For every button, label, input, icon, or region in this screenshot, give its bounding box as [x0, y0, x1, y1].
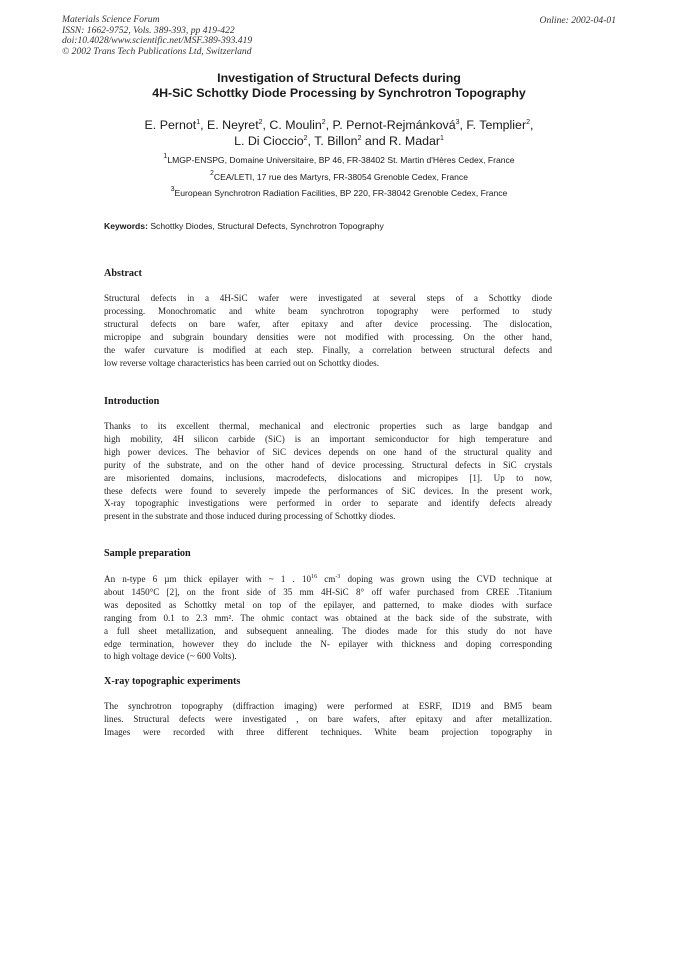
doi-line: doi:10.4028/www.scientific.net/MSF.389-393.419 — [62, 35, 253, 47]
xray-experiments-body — [104, 700, 552, 739]
author-name: , E. Neyret — [200, 118, 259, 132]
text-line: high power devices. The behavior of SiC devices depends on one hand of the structural quality and — [104, 446, 552, 457]
text-line: to high voltage device (~ 600 Volts). — [104, 651, 237, 662]
title-line-2: 4H-SiC Schottky Diode Processing by Synchrotron Topography — [152, 86, 526, 100]
text-fragment: doping was grown using the CVD technique at — [340, 574, 552, 584]
affiliation-3 — [60, 188, 618, 199]
text-line: the wafer curvature is modified at each step. Finally, a correlation between structural defects and — [104, 344, 552, 355]
text-line: structural defects on bare wafer, after epitaxy and after device processing. The dislocation, — [104, 318, 552, 329]
author-name: and R. Madar — [361, 134, 440, 148]
text-line: about 1450°C [2], on the front side of 35 mm 4H-SiC 8° off wafer purchased from CREE .Titanium — [104, 586, 552, 597]
issn-line: ISSN: 1662-9752, Vols. 389-393, pp 419-422 — [62, 24, 235, 36]
text-fragment: cm — [317, 574, 336, 584]
abstract-body — [104, 292, 552, 369]
keywords-label: Keywords: — [104, 221, 148, 231]
text-line: Structural defects in a 4H-SiC wafer were investigated at several steps of a Schottky diode — [104, 293, 552, 303]
affiliation-text: European Synchrotron Radiation Facilities, BP 220, FR-38042 Grenoble Cedex, France — [174, 188, 508, 198]
text-line: was deposited as Schottky metal on top of the epilayer, and patterned, to make diodes with surface — [104, 599, 552, 610]
keywords — [104, 221, 384, 231]
text-line: Thanks to its excellent thermal, mechanical and electronic properties such as large bandgap and — [104, 421, 552, 431]
text-line: present in the substrate and those induced during processing of Schottky diodes. — [104, 511, 396, 522]
text-line: edge termination, however they do include the N- epilayer with thickness and doping corresponding — [104, 638, 552, 649]
author-name: , C. Moulin — [262, 118, 322, 132]
affiliation-number: 3 — [170, 186, 175, 193]
online-date: Online: 2002-04-01 — [539, 15, 616, 26]
author-name: L. Di Cioccio — [234, 134, 304, 148]
text-line: a full sheet metallization, and subsequent annealing. The diodes made for this study do not have — [104, 625, 552, 636]
introduction-heading: Introduction — [104, 396, 160, 407]
exponent: -3 — [335, 574, 341, 580]
copyright-line: © 2002 Trans Tech Publications Ltd, Switzerland — [62, 45, 252, 57]
text-line: purity of the substrate, and on the other hand of device processing. Structural defects in SiC crystals — [104, 459, 552, 470]
text-line: lines. Structural defects were investigated , on bare wafers, after epitaxy and after metallization. — [104, 713, 552, 724]
text-line — [104, 573, 552, 586]
text-line: these defects were found to severely impede the performances of SiC devices. In the present work, — [104, 485, 552, 496]
affiliation-1 — [60, 155, 618, 166]
affiliation-mark: 3 — [455, 119, 460, 126]
text-line: high mobility, 4H silicon carbide (SiC) is an important semiconductor for high temperature and — [104, 433, 552, 444]
affiliation-mark: 1 — [196, 119, 201, 126]
authors-line-1 — [60, 117, 618, 133]
author-name: , T. Billon — [307, 134, 358, 148]
abstract-heading: Abstract — [104, 268, 142, 279]
author-name: E. Pernot — [144, 118, 197, 132]
text-line: ranging from 0.1 to 2.3 mm². The ohmic contact was obtained at the back side of the substrate, with — [104, 612, 552, 623]
paper-title — [60, 71, 618, 101]
title-line-1: Investigation of Structural Defects during — [217, 71, 461, 85]
text-line: Images were recorded with three different techniques. White beam projection topography in — [104, 726, 552, 737]
affiliation-text: LMGP-ENSPG, Domaine Universitaire, BP 46, FR-38402 St. Martin d'Hères Cedex, France — [167, 155, 515, 165]
author-separator: , — [529, 118, 534, 132]
affiliation-mark: 2 — [303, 135, 308, 142]
sample-preparation-heading: Sample preparation — [104, 548, 191, 559]
text-line: The synchrotron topography (diffraction imaging) were performed at ESRF, ID19 and BM5 beam — [104, 701, 552, 711]
text-line: low reverse voltage characteristics has been carried out on Schottky diodes. — [104, 357, 379, 368]
affiliation-2 — [60, 172, 618, 183]
authors-line-2 — [60, 133, 618, 149]
text-line: are misoriented domains, inclusions, macrodefects, dislocations and micropipes [1]. Up to now, — [104, 472, 552, 483]
affiliation-text: CEA/LETI, 17 rue des Martyrs, FR-38054 Grenoble Cedex, France — [213, 172, 468, 182]
affiliation-number: 2 — [209, 170, 214, 177]
author-list — [60, 117, 618, 149]
affiliation-mark: 2 — [258, 119, 263, 126]
introduction-body — [104, 420, 552, 523]
keywords-text: Schottky Diodes, Structural Defects, Synchrotron Topography — [147, 221, 384, 231]
text-line: processing. Monochromatic and white beam synchrotron topography were performed to study — [104, 305, 552, 316]
journal-name: Materials Science Forum — [62, 14, 160, 25]
text-line: X-ray topographic investigations were performed in order to separate and identify defects already — [104, 498, 552, 509]
sample-preparation-body — [104, 573, 552, 663]
text-line: micropipe and subgrain boundary densities were not modified with processing. On the other hand, — [104, 331, 552, 342]
affiliation-mark: 2 — [357, 135, 362, 142]
exponent: 16 — [311, 574, 318, 580]
affiliation-mark: 2 — [526, 119, 530, 126]
affiliation-mark: 2 — [321, 119, 326, 126]
affiliation-mark: 1 — [440, 135, 444, 142]
xray-experiments-heading: X-ray topographic experiments — [104, 676, 241, 687]
text-fragment: An n-type 6 µm thick epilayer with ~ 1 . 10 — [104, 574, 312, 584]
journal-header — [62, 15, 252, 57]
author-name: , F. Templier — [459, 118, 527, 132]
affiliation-number: 1 — [163, 153, 168, 160]
author-name: , P. Pernot-Rejmánková — [325, 118, 456, 132]
